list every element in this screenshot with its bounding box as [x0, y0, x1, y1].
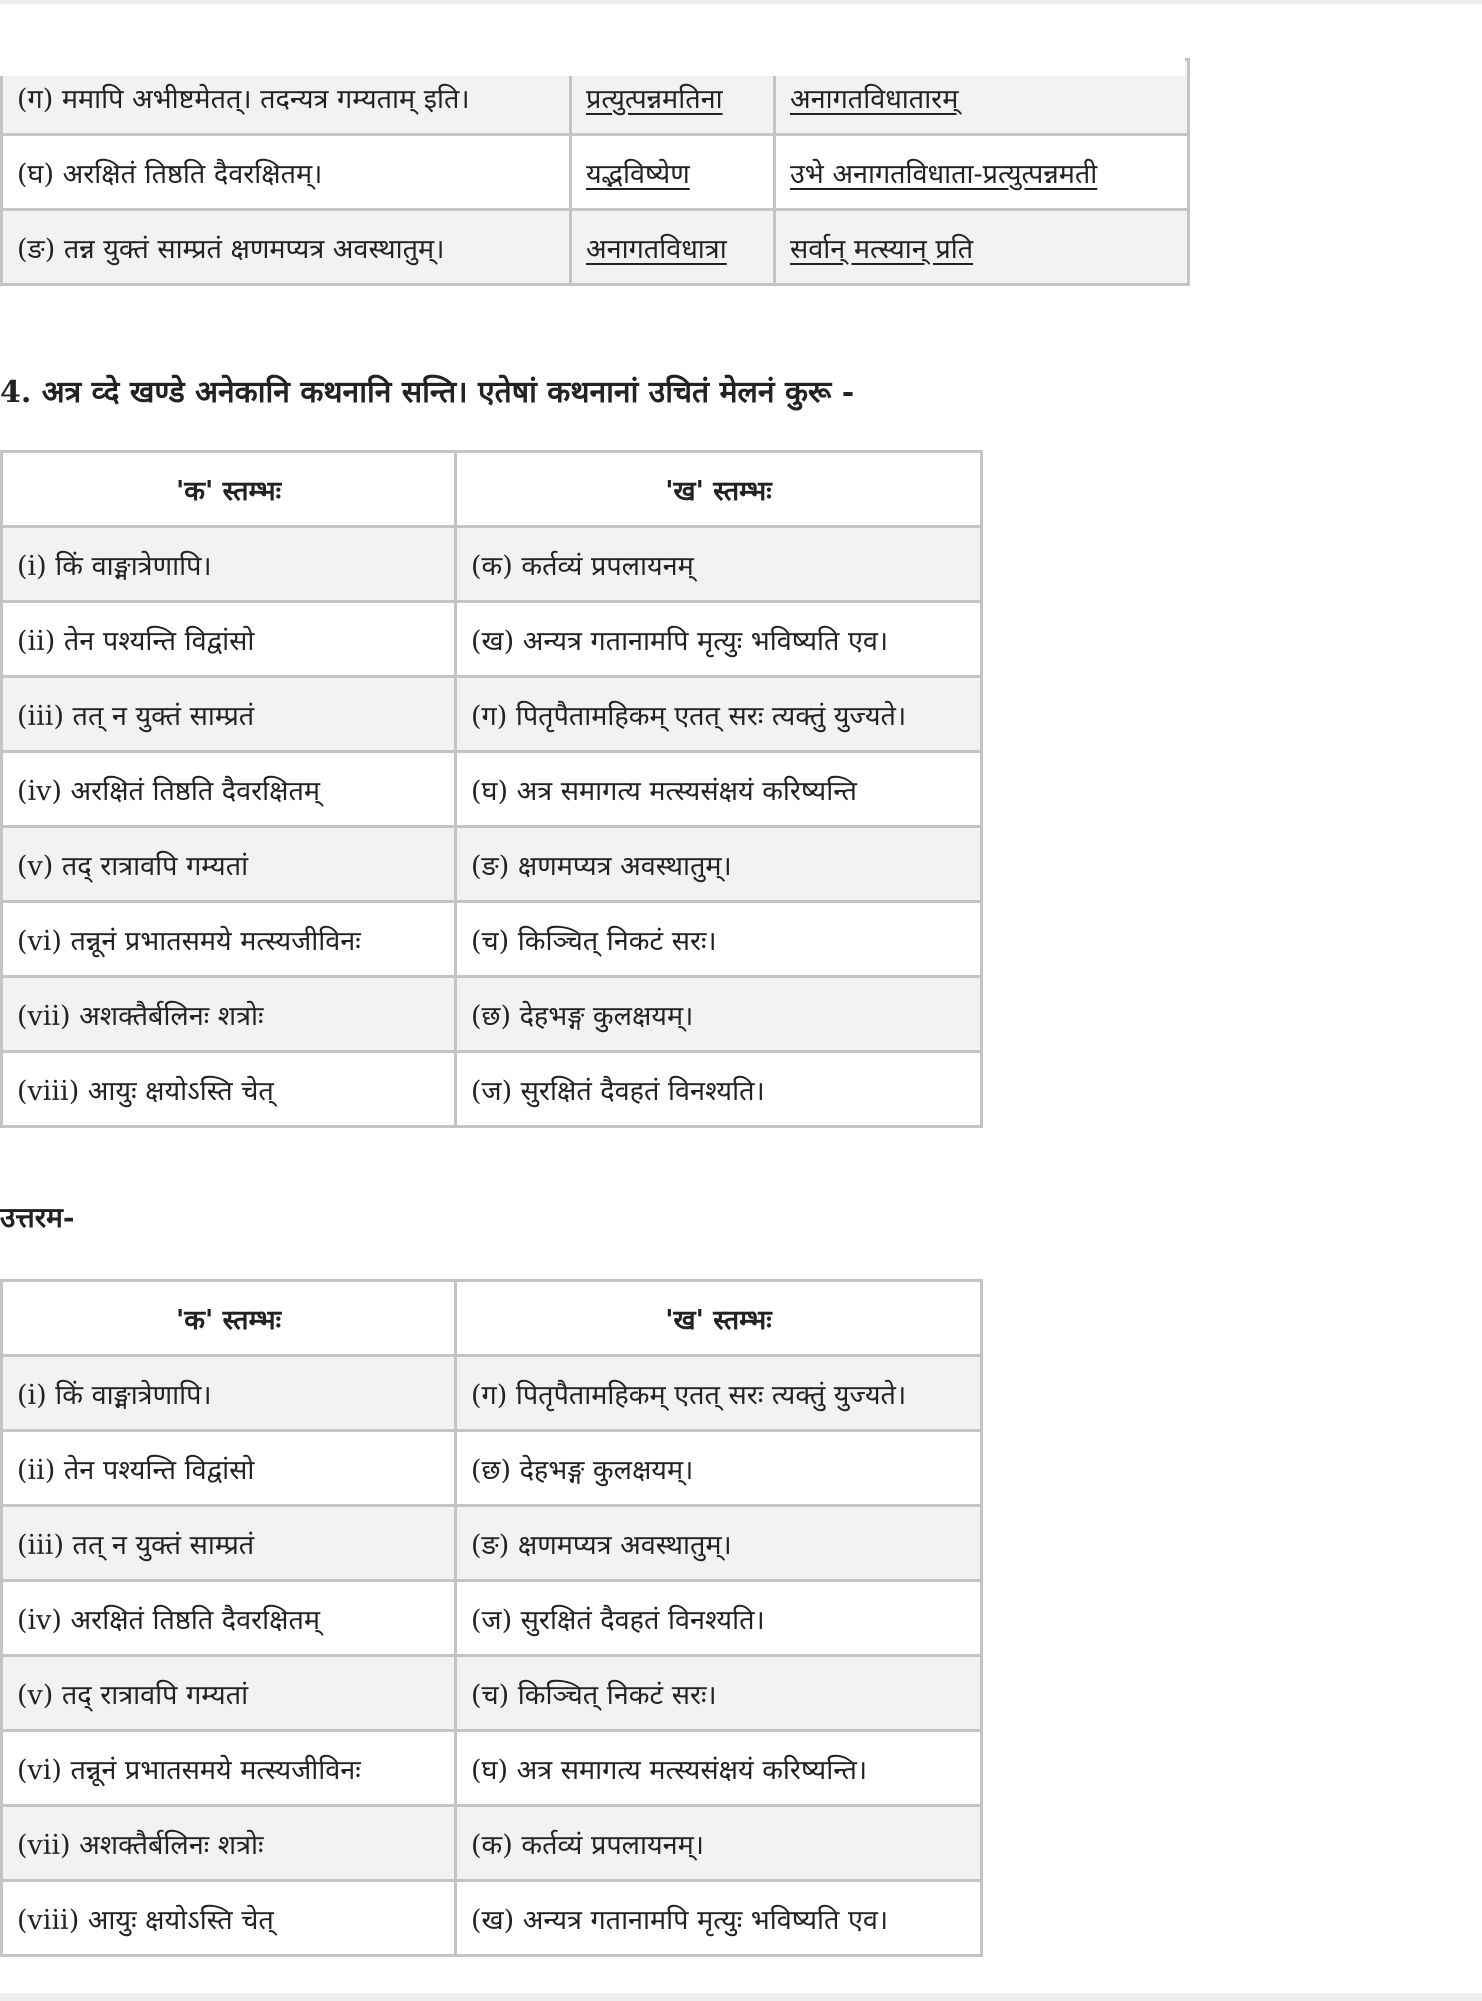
- table-row: [2, 827, 982, 902]
- column-a-cell: (ii) तेन पश्यन्ति विद्वांसो: [2, 1431, 456, 1506]
- column-a-cell: (i) किं वाङ्मात्रेणापि।: [2, 527, 456, 602]
- column-a-cell: (iv) अरक्षितं तिष्ठति दैवरक्षितम्: [2, 1581, 456, 1656]
- statement-cell: (ग) ममापि अभीष्टमेतत्। तदन्यत्र गम्यताम् इति।: [2, 60, 571, 135]
- table-row: [2, 1356, 982, 1431]
- table-row: [2, 135, 1189, 210]
- column-a-cell: (v) तद् रात्रावपि गम्यतां: [2, 1656, 456, 1731]
- speaker-table: [0, 58, 1190, 286]
- column-b-cell: (घ) अत्र समागत्य मत्स्यसंक्षयं करिष्यन्ति।: [456, 1731, 982, 1806]
- table-row: [2, 1806, 982, 1881]
- answer-table: [0, 1279, 983, 1957]
- table-row: [2, 1881, 982, 1956]
- column-b-cell: (छ) देहभङ्ग कुलक्षयम्।: [456, 1431, 982, 1506]
- top-divider: [0, 0, 1482, 4]
- column-header-a: 'क' स्तम्भः: [2, 1281, 456, 1356]
- table-top-cut: [0, 56, 1185, 76]
- column-a-cell: (ii) तेन पश्यन्ति विद्वांसो: [2, 602, 456, 677]
- column-b-cell: (ज) सुरक्षितं दैवहतं विनश्यति।: [456, 1581, 982, 1656]
- table-row: [2, 902, 982, 977]
- table-row: [2, 752, 982, 827]
- match-table: [0, 450, 983, 1128]
- question-heading: 4. अत्र व्दे खण्डे अनेकानि कथनानि सन्ति। एतेषां कथनानां उचितं मेलनं कुरू -: [0, 375, 855, 410]
- column-b-cell: (क) कर्तव्यं प्रपलायनम्: [456, 527, 982, 602]
- table-row: [2, 1731, 982, 1806]
- column-a-cell: (iv) अरक्षितं तिष्ठति दैवरक्षितम्: [2, 752, 456, 827]
- listener-cell: अनागतविधातारम्: [790, 83, 959, 115]
- column-b-cell: (छ) देहभङ्ग कुलक्षयम्।: [456, 977, 982, 1052]
- table-row: [2, 210, 1189, 285]
- table-row: [2, 1431, 982, 1506]
- column-b-cell: (ग) पितृपैतामहिकम् एतत् सरः त्यक्तुं युज्यते।: [456, 677, 982, 752]
- table-row: [2, 527, 982, 602]
- speaker-cell: प्रत्युत्पन्नमतिना: [586, 83, 723, 115]
- column-header-b: 'ख' स्तम्भः: [456, 452, 982, 527]
- column-a-cell: (vi) तन्नूनं प्रभातसमये मत्स्यजीविनः: [2, 902, 456, 977]
- column-b-cell: (ज) सुरक्षितं दैवहतं विनश्यति।: [456, 1052, 982, 1127]
- listener-cell: उभे अनागतविधाता-प्रत्युत्पन्नमती: [790, 158, 1098, 190]
- column-a-cell: (viii) आयुः क्षयोऽस्ति चेत्: [2, 1052, 456, 1127]
- statement-cell: (घ) अरक्षितं तिष्ठति दैवरक्षितम्।: [2, 135, 571, 210]
- bottom-divider: [0, 1993, 1482, 2001]
- column-a-cell: (iii) तत् न युक्तं साम्प्रतं: [2, 1506, 456, 1581]
- column-a-cell: (viii) आयुः क्षयोऽस्ति चेत्: [2, 1881, 456, 1956]
- table-row: [2, 677, 982, 752]
- column-b-cell: (ग) पितृपैतामहिकम् एतत् सरः त्यक्तुं युज्यते।: [456, 1356, 982, 1431]
- table-row: [2, 977, 982, 1052]
- listener-cell: सर्वान् मत्स्यान् प्रति: [790, 233, 974, 265]
- table-row: [2, 1506, 982, 1581]
- column-b-cell: (च) किञ्चित् निकटं सरः।: [456, 902, 982, 977]
- column-a-cell: (v) तद् रात्रावपि गम्यतां: [2, 827, 456, 902]
- column-b-cell: (ङ) क्षणमप्यत्र अवस्थातुम्।: [456, 827, 982, 902]
- column-a-cell: (vi) तन्नूनं प्रभातसमये मत्स्यजीविनः: [2, 1731, 456, 1806]
- statement-cell: (ङ) तन्न युक्तं साम्प्रतं क्षणमप्यत्र अवस्थातुम्।: [2, 210, 571, 285]
- table-row: [2, 1581, 982, 1656]
- column-b-cell: (ख) अन्यत्र गतानामपि मृत्युः भविष्यति एव।: [456, 1881, 982, 1956]
- speaker-cell: यद्भविष्येण: [586, 158, 690, 190]
- column-b-cell: (क) कर्तव्यं प्रपलायनम्।: [456, 1806, 982, 1881]
- column-b-cell: (ख) अन्यत्र गतानामपि मृत्युः भविष्यति एव।: [456, 602, 982, 677]
- column-a-cell: (i) किं वाङ्मात्रेणापि।: [2, 1356, 456, 1431]
- table-row: [2, 1052, 982, 1127]
- answer-label: उत्तरम-: [0, 1201, 75, 1234]
- speaker-cell: अनागतविधात्रा: [586, 233, 727, 265]
- column-a-cell: (iii) तत् न युक्तं साम्प्रतं: [2, 677, 456, 752]
- column-b-cell: (च) किञ्चित् निकटं सरः।: [456, 1656, 982, 1731]
- table-row: [2, 602, 982, 677]
- column-a-cell: (vii) अशक्तैर्बलिनः शत्रोः: [2, 1806, 456, 1881]
- column-b-cell: (ङ) क्षणमप्यत्र अवस्थातुम्।: [456, 1506, 982, 1581]
- table-row: [2, 1656, 982, 1731]
- column-header-b: 'ख' स्तम्भः: [456, 1281, 982, 1356]
- column-b-cell: (घ) अत्र समागत्य मत्स्यसंक्षयं करिष्यन्ति: [456, 752, 982, 827]
- column-a-cell: (vii) अशक्तैर्बलिनः शत्रोः: [2, 977, 456, 1052]
- table-header-row: [2, 452, 982, 527]
- column-header-a: 'क' स्तम्भः: [2, 452, 456, 527]
- table-header-row: [2, 1281, 982, 1356]
